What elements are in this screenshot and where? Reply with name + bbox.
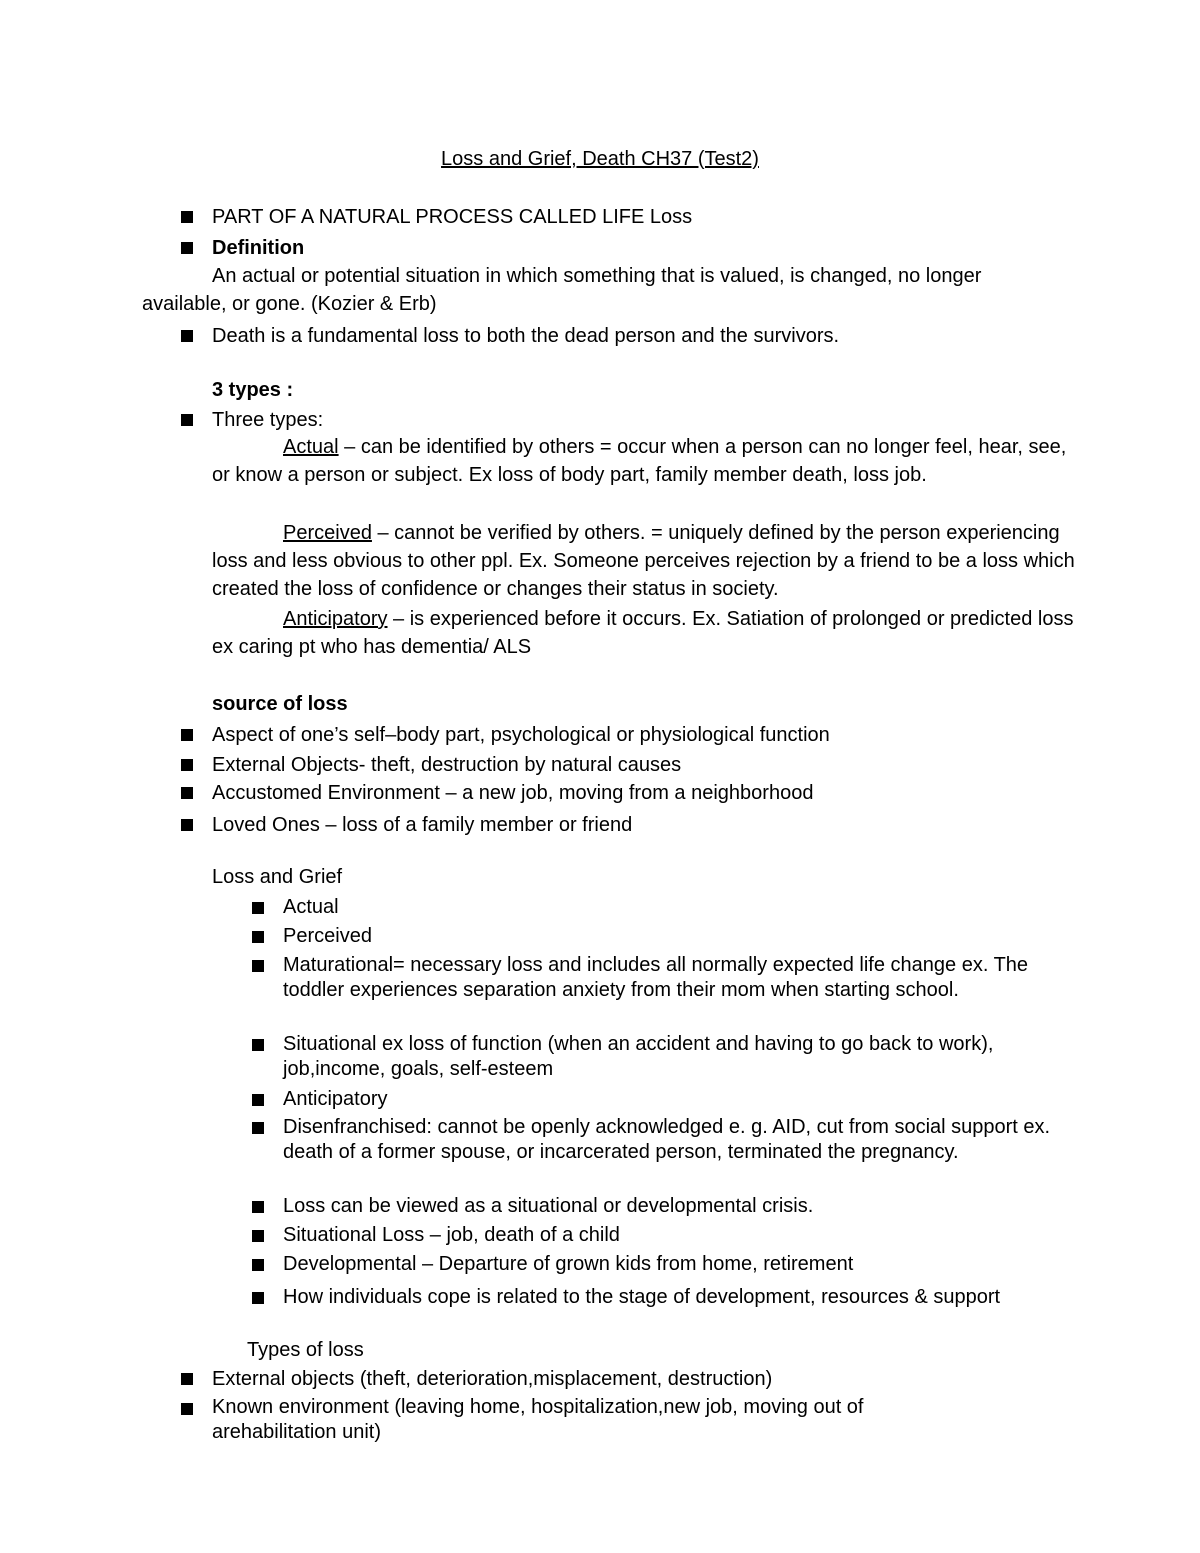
perceived-description: – cannot be verified by others. = uniquely defined by the person experiencing loss and less obvious to other ppl. Ex. Someone perceives rejection by a friend to be a loss which created the loss of confidence or changes their status in society.	[212, 522, 1075, 600]
source-item: External Objects- theft, destruction by natural causes	[212, 751, 1082, 779]
type-anticipatory	[212, 605, 1082, 661]
type-perceived	[212, 519, 1082, 603]
bullet-death-fundamental: Death is a fundamental loss to both the dead person and the survivors.	[212, 322, 1082, 350]
source-item: Aspect of one’s self–body part, psychological or physiological function	[212, 721, 1082, 749]
loss-grief-item: Loss can be viewed as a situational or developmental crisis.	[283, 1194, 1073, 1219]
term-actual: Actual	[283, 436, 339, 458]
term-perceived: Perceived	[283, 522, 372, 544]
source-item: Accustomed Environment – a new job, moving from a neighborhood	[212, 779, 1082, 807]
types-of-loss-item: Known environment (leaving home, hospitalization,new job, moving out of arehabilitation unit)	[212, 1395, 972, 1445]
loss-grief-item: Situational ex loss of function (when an accident and having to go back to work), job,income, goals, self-esteem	[283, 1032, 1073, 1082]
bullet-three-types: Three types:	[212, 406, 1082, 434]
loss-grief-item: Actual	[283, 895, 1073, 920]
loss-grief-item: Developmental – Departure of grown kids from home, retirement	[283, 1252, 1073, 1277]
actual-description: – can be identified by others = occur when a person can no longer feel, hear, see, or know a person or subject. Ex loss of body part, family member death, loss job.	[212, 436, 1067, 486]
loss-grief-item: Situational Loss – job, death of a child	[283, 1223, 1073, 1248]
types-heading: 3 types :	[212, 379, 294, 401]
definition-line-2: available, or gone. (Kozier & Erb)	[142, 293, 437, 315]
loss-grief-item: Perceived	[283, 924, 1073, 949]
bullet-definition-heading: Definition	[212, 234, 1082, 262]
loss-grief-heading: Loss and Grief	[212, 866, 343, 888]
loss-grief-item: Maturational= necessary loss and includes all normally expected life change ex. The toddler experiences separation anxiety from their mom when starting school.	[283, 953, 1073, 1003]
definition-line-1: An actual or potential situation in which something that is valued, is changed, no longer	[212, 265, 982, 287]
source-item: Loved Ones – loss of a family member or friend	[212, 811, 1082, 839]
bullet-natural-process: PART OF A NATURAL PROCESS CALLED LIFE Loss	[212, 203, 1082, 231]
types-of-loss-item: External objects (theft, deterioration,misplacement, destruction)	[212, 1365, 1082, 1393]
types-of-loss-heading: Types of loss	[247, 1339, 364, 1361]
document-title: Loss and Grief, Death CH37 (Test2)	[441, 148, 759, 170]
type-actual	[212, 433, 1082, 489]
loss-grief-item: How individuals cope is related to the stage of development, resources & support	[283, 1285, 1073, 1310]
loss-grief-item: Disenfranchised: cannot be openly acknowledged e. g. AID, cut from social support ex. death of a former spouse, or incarcerated person, terminated the pregnancy.	[283, 1115, 1073, 1165]
source-heading: source of loss	[212, 693, 348, 715]
loss-grief-item: Anticipatory	[283, 1087, 1073, 1112]
term-anticipatory: Anticipatory	[283, 608, 388, 630]
anticipatory-description: – is experienced before it occurs. Ex. Satiation of prolonged or predicted loss ex caring pt who has dementia/ ALS	[212, 608, 1074, 658]
